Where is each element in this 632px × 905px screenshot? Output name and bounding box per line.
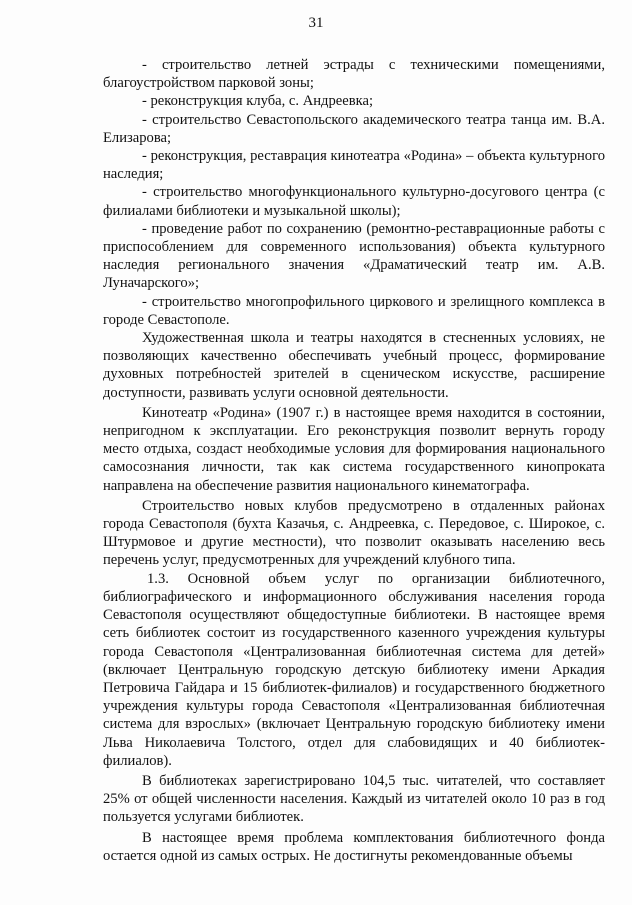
paragraph-library-fund: В настоящее время проблема комплектования библиотечного фонда остается одной из самых острых. Не достигнуты рекомендованные объемы [103,829,605,864]
body-text [103,56,605,865]
paragraph-new-clubs: Строительство новых клубов предусмотрено в отдаленных районах города Севастополя (бухта Казачья, с. Андреевка, с. Передовое, с. Широкое, с. Штурмовое и другие местности), что позволит оказывать населению весь перечень услуг, предусмотренных для учреждений клубного типа. [103,497,605,569]
list-item-club-andreevka: - реконструкция клуба, с. Андреевка; [142,93,374,110]
paragraph-art-school: Художественная школа и театры находятся в стесненных условиях, не позволяющих качественно обеспечивать учебный процесс, формирование духовных потребностей зрителей в сценическом искусстве, расширение доступности, развивать услуги основной деятельности. [103,330,605,401]
paragraph-cinema: Кинотеатр «Родина» (1907 г.) в настоящее время находится в состоянии, непригодном к эксплуатации. Его реконструкция позволит вернуть городу место отдыха, создаст необходимые условия для формирования национального самосознания личности, так как система государственного кинопроката направлена на обеспечение развития национального кинематографа. [103,404,605,494]
page-number: 31 [308,15,324,31]
list-item-summer-stage: - строительство летней эстрады с техническими помещениями, благоустройством парковой зоны; [103,57,605,92]
paragraph-readers: В библиотеках зарегистрировано 104,5 тыс. читателей, что составляет 25% от общей численности населения. Каждый из читателей около 10 раз в год пользуется услугами библиотек. [103,772,605,826]
list-item-drama-theatre: - проведение работ по сохранению (ремонтно-реставрационные работы с приспособлением для современного использования) объекта культурного наследия регионального значения «Драматический театр им. А.В. Луначарского»; [103,220,605,292]
list-item-circus-complex: - строительство многопрофильного циркового и зрелищного комплекса в городе Севастополе. [103,293,605,328]
list-item-culture-center: - строительство многофункционального культурно-досугового центра (с филиалами библиотеки и музыкальной школы); [103,184,605,219]
list-item-dance-theatre: - строительство Севастопольского академического театра танца им. В.А. Елизарова; [103,111,605,146]
paragraph-libraries: 1.3. Основной объем услуг по организации библиотечного, библиографического и информационного обслуживания населения города Севастополя осуществляют общедоступные библиотеки. В настоящее время сеть библиотек состоит из государственного казенного учреждения культуры города Севастополя «Централизованная библиотечная система для детей» (включает Центральную городскую детскую библиотеку имени Аркадия Петровича Гайдара и 15 библиотек-филиалов) и государственного бюджетного учреждения культуры города Севастополя «Централизованная библиотечная система для взрослых» (включает Центральную городскую библиотеку имени Льва Николаевича Толстого, отдел для слабовидящих и 40 библиотек-филиалов). [103,570,605,769]
list-item-cinema-rodina: - реконструкция, реставрация кинотеатра «Родина» – объекта культурного наследия; [103,148,605,183]
